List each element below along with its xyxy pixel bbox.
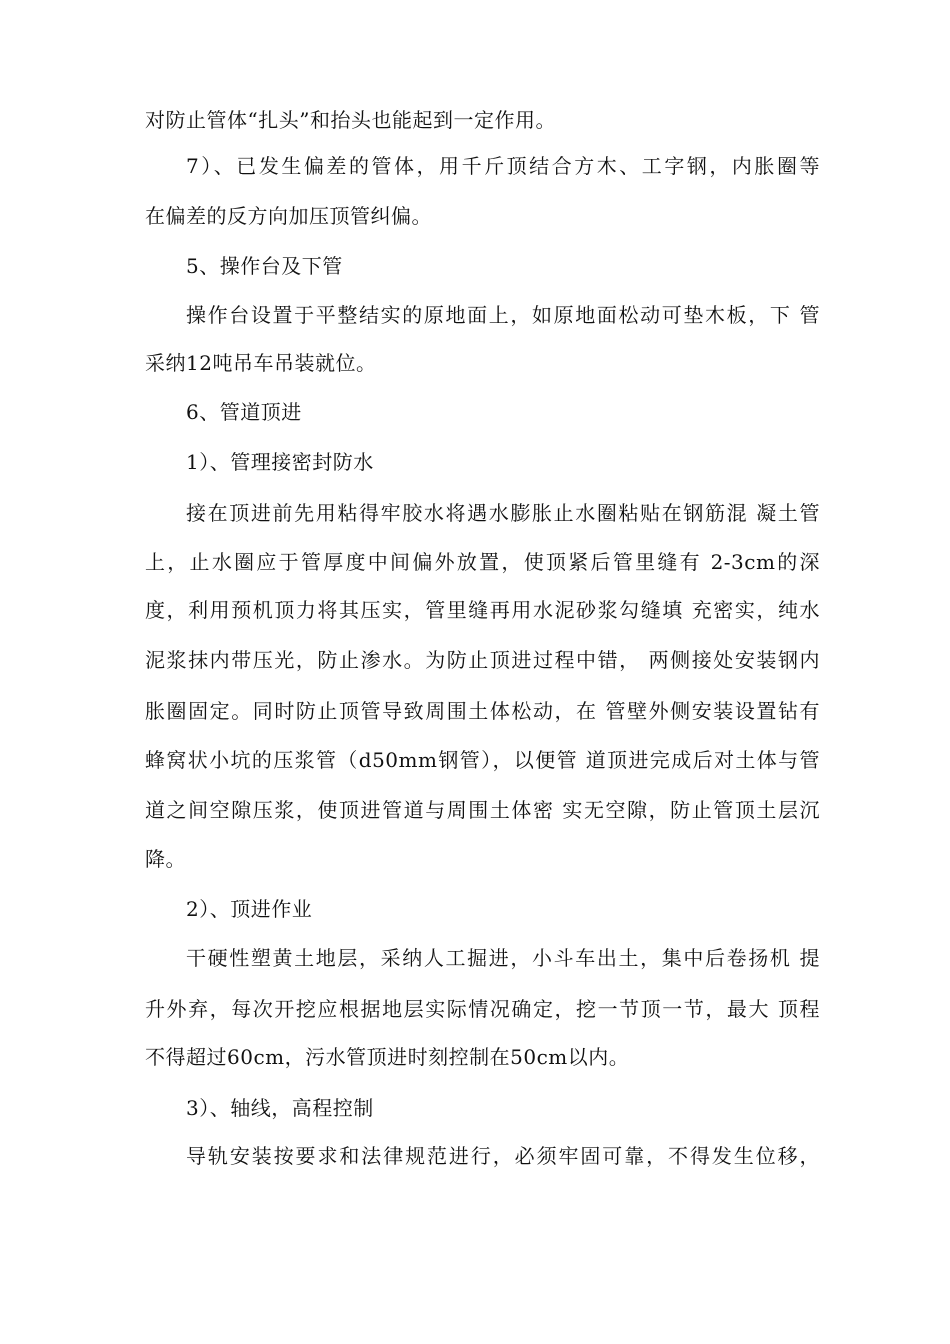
text-line: 采纳12吨吊车吊装就位。 [145, 351, 377, 375]
text-line: 干硬性塑黄土地层，采纳人工掘进，小斗车出土，集中后卷扬机 提 [186, 946, 820, 970]
text-line: 接在顶进前先用粘得牢胶水将遇水膨胀止水圈粘贴在钢筋混 凝土管 [186, 501, 820, 525]
text-line: 胀圈固定。同时防止顶管导致周围土体松动，在 管壁外侧安装设置钻有 [145, 699, 820, 723]
text-line: 上，止水圈应于管厚度中间偏外放置，使顶紧后管里缝有 2-3cm的深 [145, 550, 820, 574]
text-line: 不得超过60cm，污水管顶进时刻控制在50cm以内。 [145, 1045, 630, 1069]
text-line: 升外弃，每次开挖应根据地层实际情况确定，挖一节顶一节，最大 顶程 [145, 997, 820, 1021]
section-heading: 6、管道顶进 [186, 400, 302, 424]
text-line: 操作台设置于平整结实的原地面上，如原地面松动可垫木板，下 管 [186, 303, 820, 327]
text-line: 蜂窝状小坑的压浆管（d50mm钢管），以便管 道顶进完成后对土体与管 [145, 748, 820, 772]
text-line: 在偏差的反方向加压顶管纠偏。 [145, 204, 432, 228]
text-line: 道之间空隙压浆，使顶进管道与周围土体密 实无空隙，防止管顶土层沉 [145, 798, 820, 822]
text-line: 度，利用预机顶力将其压实，管里缝再用水泥砂浆勾缝填 充密实，纯水 [145, 598, 820, 622]
text-line: 泥浆抹内带压光，防止渗水。为防止顶进过程中错， 两侧接处安装钢内 [145, 648, 820, 672]
text-line: 降。 [145, 847, 186, 871]
subsection-heading: 3）、轴线，高程控制 [186, 1096, 374, 1120]
text-line: 7）、已发生偏差的管体，用千斤顶结合方木、工字钢，内胀圈等 [186, 154, 820, 178]
text-line: 导轨安装按要求和法律规范进行，必须牢固可靠，不得发生位移， [186, 1144, 820, 1168]
section-heading: 5、操作台及下管 [186, 254, 343, 278]
subsection-heading: 2）、顶进作业 [186, 897, 313, 921]
text-line: 对防止管体“扎头”和抬头也能起到一定作用。 [145, 108, 556, 132]
subsection-heading: 1）、管理接密封防水 [186, 450, 374, 474]
